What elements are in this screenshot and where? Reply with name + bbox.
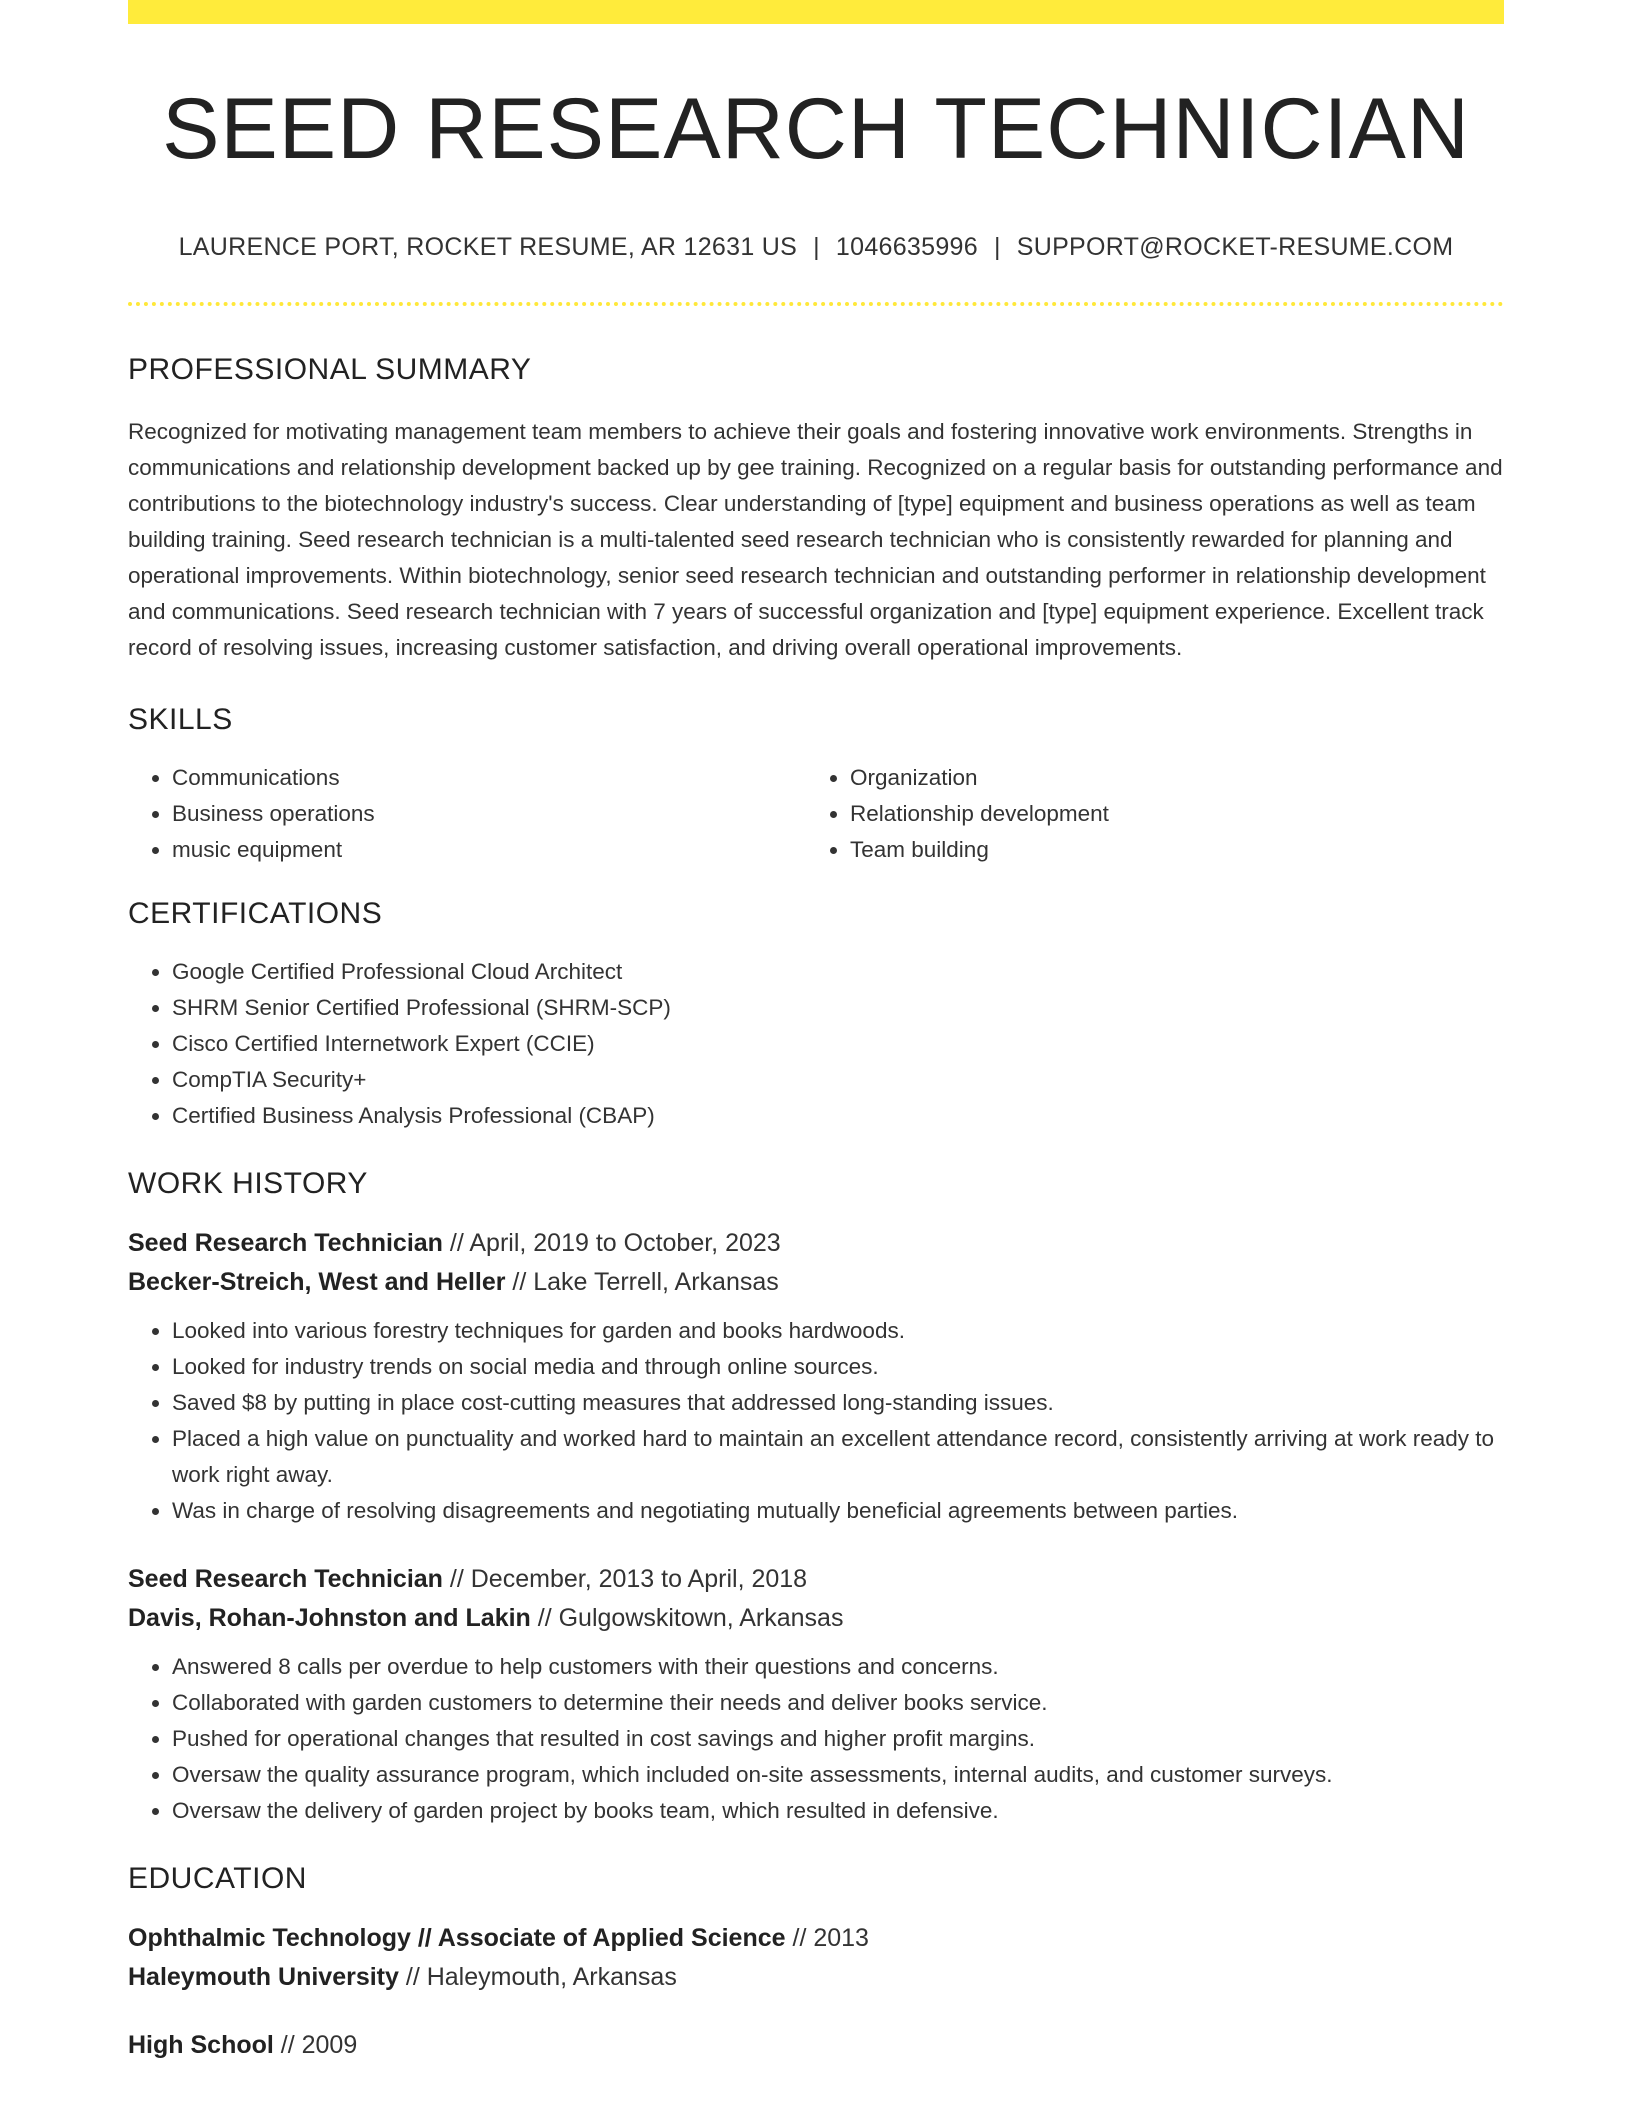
skill-item: • Relationship development (850, 796, 1484, 832)
skill-item: • Organization (850, 760, 1484, 796)
education-year: // 2009 (273, 2030, 358, 2059)
contact-phone: 1046635996 (835, 232, 978, 261)
page-title: SEED RESEARCH TECHNICIAN (162, 81, 1470, 177)
job-bullet: • Placed a high value on punctuality and worked hard to maintain an excellent attendance record, consistently arriving at work ready to work right away. (172, 1421, 1504, 1493)
work-history-heading: WORK HISTORY (128, 1166, 368, 1200)
contact-separator: | (813, 232, 820, 261)
summary-section (128, 352, 1504, 666)
summary-heading: PROFESSIONAL SUMMARY (128, 352, 532, 386)
skills-grid (128, 760, 1504, 868)
job-company: Becker-Streich, West and Heller (128, 1267, 506, 1296)
resume-page (128, 0, 1504, 2065)
job-bullet: • Looked into various forestry techniques for garden and books hardwoods. (172, 1313, 1504, 1349)
job-location: // Lake Terrell, Arkansas (505, 1267, 779, 1296)
skill-item: • music equipment (172, 832, 806, 868)
education-entry (128, 2026, 1504, 2065)
education-entry (128, 1919, 1504, 1997)
job-company-line (128, 1263, 1504, 1302)
skills-column-right (806, 760, 1484, 868)
contact-separator: | (993, 232, 1001, 261)
education-school-line (128, 1958, 1504, 1997)
education-section (128, 1861, 1504, 2065)
education-degree-line (128, 1919, 1504, 1958)
certification-item: • Cisco Certified Internetwork Expert (CCIE) (172, 1026, 1504, 1062)
certification-item: • SHRM Senior Certified Professional (SHRM-SCP) (172, 990, 1504, 1026)
education-location: // Haleymouth, Arkansas (398, 1962, 677, 1991)
skill-item: • Communications (172, 760, 806, 796)
job-bullet: • Oversaw the delivery of garden project by books team, which resulted in defensive. (172, 1793, 1504, 1829)
skill-item: • Team building (850, 832, 1484, 868)
education-degree: Ophthalmic Technology // Associate of Applied Science (128, 1923, 786, 1952)
job-bullet: • Oversaw the quality assurance program, which included on-site assessments, internal audits, and customer surveys. (172, 1757, 1504, 1793)
header-divider (128, 302, 1504, 306)
job-bullet: • Saved $8 by putting in place cost-cutting measures that addressed long-standing issues. (172, 1385, 1504, 1421)
certification-item: • Google Certified Professional Cloud Architect (172, 954, 1504, 990)
summary-text: Recognized for motivating management team members to achieve their goals and fostering innovative work environments. Strengths in communications and relationship development backed up by gee training. Recognized on a regular basis for outstanding performance and contributions to the biotechnology industry's success. Clear understanding of [type] equipment and business operations as well as team building training. Seed research technician is a multi-talented seed research technician who is consistently rewarded for planning and operational improvements. Within biotechnology, senior seed research technician and outstanding performer in relationship development and communications. Seed research technician with 7 years of successful organization and [type] equipment experience. Excellent track record of resolving issues, increasing customer satisfaction, and driving overall operational improvements. (128, 418, 1503, 660)
skills-column-left (128, 760, 806, 868)
job-entry (128, 1560, 1504, 1829)
education-school: Haleymouth University (128, 1962, 399, 1991)
job-company: Davis, Rohan-Johnston and Lakin (128, 1603, 531, 1632)
job-location: // Gulgowskitown, Arkansas (530, 1603, 844, 1632)
education-heading: EDUCATION (128, 1861, 307, 1895)
certifications-list (128, 954, 1504, 1134)
job-title-line (128, 1560, 1504, 1599)
job-bullets (128, 1313, 1504, 1529)
skills-heading: SKILLS (128, 702, 233, 736)
certification-item: • CompTIA Security+ (172, 1062, 1504, 1098)
skills-section (128, 702, 1504, 868)
certification-item: • Certified Business Analysis Professional (CBAP) (172, 1098, 1504, 1134)
education-year: // 2013 (785, 1923, 869, 1952)
contact-line (128, 233, 1504, 262)
job-bullet: • Looked for industry trends on social media and through online sources. (172, 1349, 1504, 1385)
education-degree: High School (128, 2030, 274, 2059)
job-title: Seed Research Technician (128, 1564, 443, 1593)
contact-email: SUPPORT@ROCKET-RESUME.COM (1016, 232, 1454, 261)
job-entry (128, 1224, 1504, 1529)
job-bullet: • Was in charge of resolving disagreements and negotiating mutually beneficial agreements between parties. (172, 1493, 1504, 1529)
accent-bar (128, 0, 1504, 24)
job-bullet: • Answered 8 calls per overdue to help customers with their questions and concerns. (172, 1649, 1504, 1685)
job-title: Seed Research Technician (128, 1228, 443, 1257)
job-dates: // December, 2013 to April, 2018 (442, 1564, 808, 1593)
contact-address: LAURENCE PORT, ROCKET RESUME, AR 12631 US (178, 232, 798, 261)
job-title-line (128, 1224, 1504, 1263)
work-history-section (128, 1166, 1504, 1829)
job-bullet: • Pushed for operational changes that resulted in cost savings and higher profit margins. (172, 1721, 1504, 1757)
job-company-line (128, 1599, 1504, 1638)
certifications-section (128, 896, 1504, 1134)
skill-item: • Business operations (172, 796, 806, 832)
education-degree-line (128, 2026, 1504, 2065)
job-bullets (128, 1649, 1504, 1829)
certifications-heading: CERTIFICATIONS (128, 896, 383, 930)
job-bullet: • Collaborated with garden customers to determine their needs and deliver books service. (172, 1685, 1504, 1721)
job-dates: // April, 2019 to October, 2023 (442, 1228, 781, 1257)
